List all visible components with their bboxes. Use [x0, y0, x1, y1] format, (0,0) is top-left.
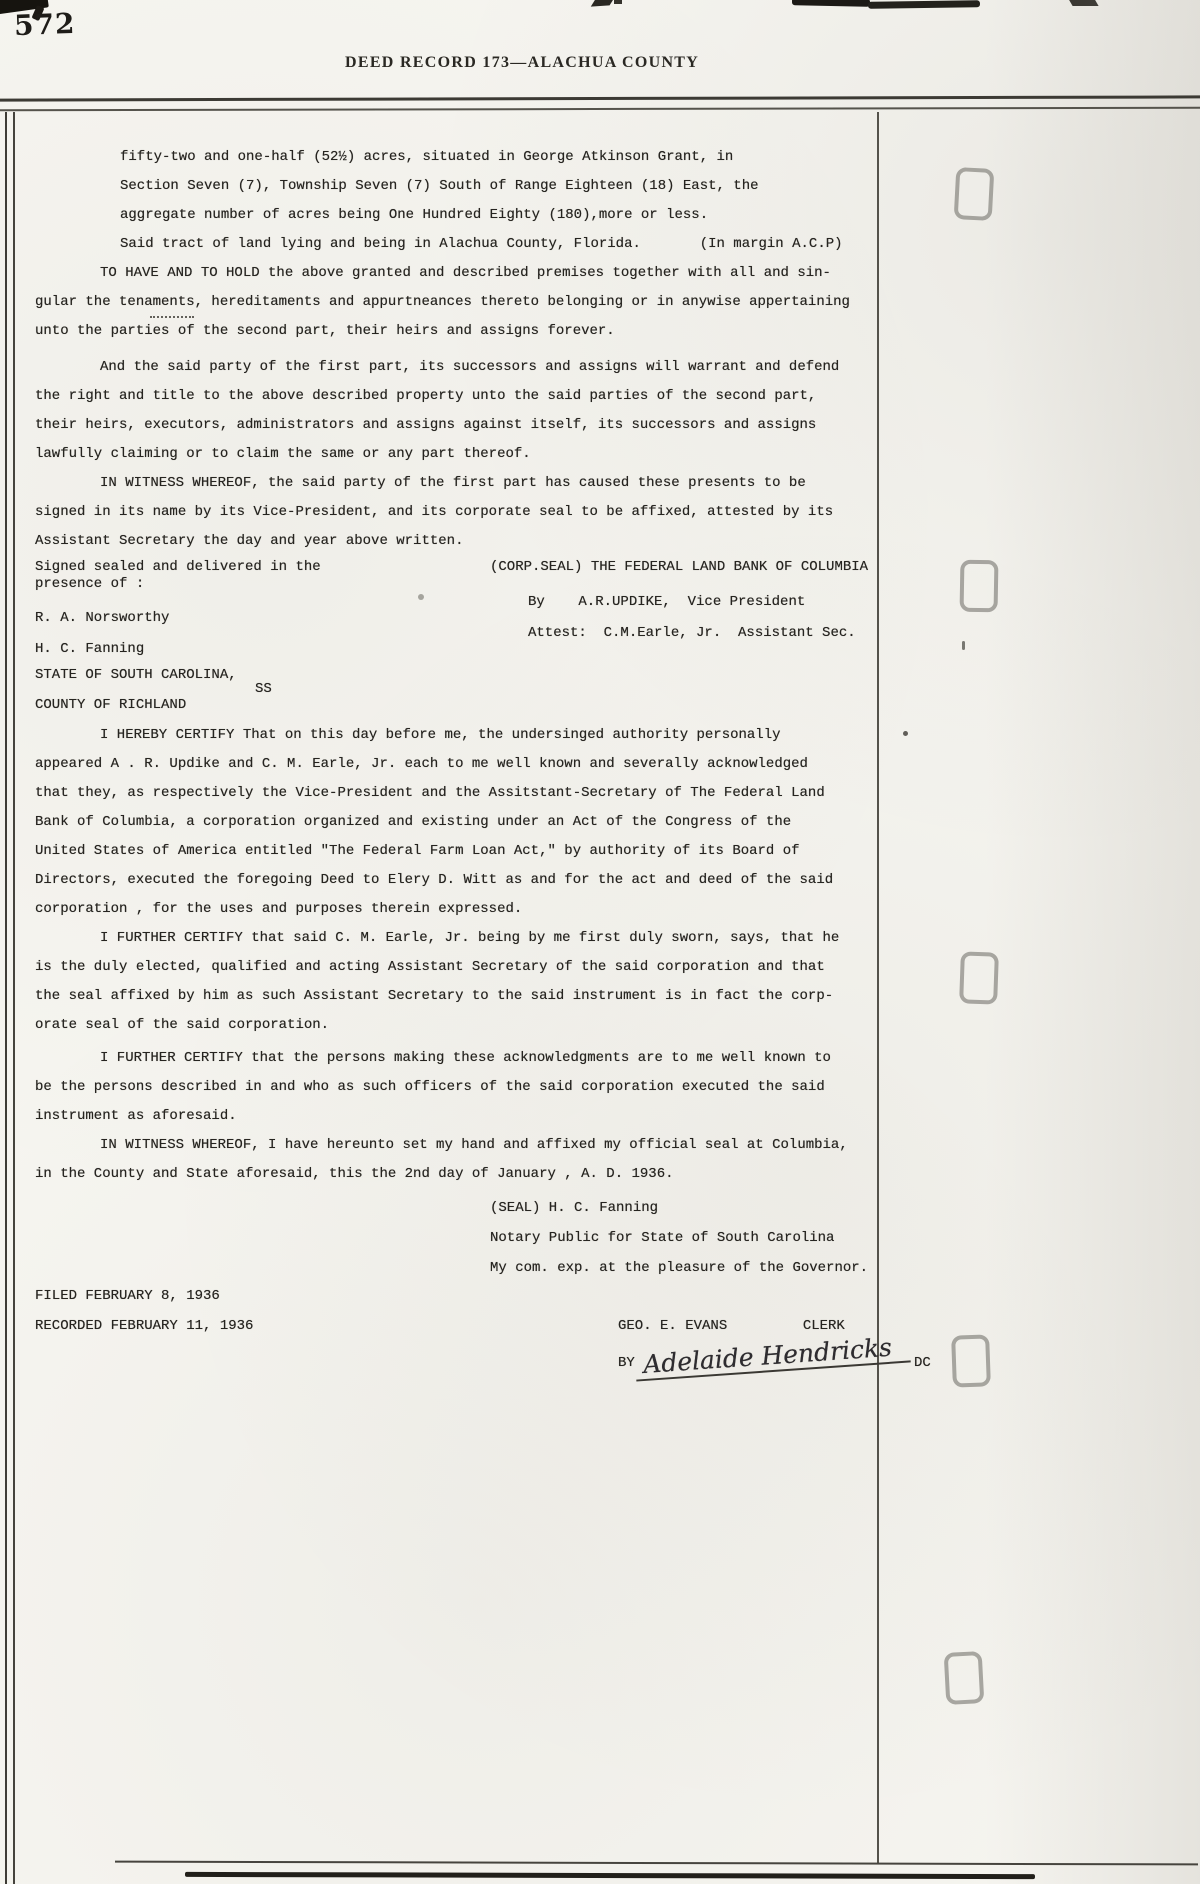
document-line — [0, 958, 1200, 987]
document-line — [0, 264, 1200, 293]
document-line — [0, 624, 1200, 640]
document-line-text: instrument as aforesaid. — [35, 1108, 237, 1124]
scan-artifact — [591, 0, 615, 7]
document-line — [0, 1136, 1200, 1165]
document-line-right-text: GEO. E. EVANS CLERK — [618, 1318, 845, 1334]
document-line-text: United States of America entitled "The Federal Farm Loan Act," by authority of its Board of — [35, 843, 800, 859]
document-line — [0, 148, 1200, 177]
document-line-right-text: (CORP.SEAL) THE FEDERAL LAND BANK OF COLUMBIA — [490, 559, 869, 575]
document-line-text: be the persons described in and who as such officers of the said corporation executed the said — [35, 1079, 825, 1095]
document-line — [0, 503, 1200, 532]
document-line — [0, 322, 1200, 358]
document-line — [0, 593, 1200, 609]
document-line-text: IN WITNESS WHEREOF, I have hereunto set my hand and affixed my official seal at Columbia, — [100, 1137, 848, 1153]
document-line-text: I FURTHER CERTIFY that said C. M. Earle, Jr. being by me first duly sworn, says, that he — [100, 930, 840, 946]
document-line-text: gular the tenaments, hereditaments and appurtneances thereto belonging or in anywise appertaining — [35, 294, 850, 310]
document-line-text: corporation , for the uses and purposes therein expressed. — [35, 901, 523, 917]
document-line — [0, 1259, 1200, 1287]
document-line — [0, 680, 1200, 696]
clerk-signature-handwriting: Adelaide Hendricks — [634, 1331, 911, 1381]
document-line — [0, 1107, 1200, 1136]
document-line-right-text: (SEAL) H. C. Fanning — [490, 1200, 659, 1216]
document-line-text: the seal affixed by him as such Assistant Secretary to the said instrument is in fact the corp- — [35, 988, 834, 1004]
punch-hole — [944, 1651, 985, 1705]
document-line-text: in the County and State aforesaid, this the 2nd day of January , A. D. 1936. — [35, 1166, 674, 1182]
document-line-text: IN WITNESS WHEREOF, the said party of the first part has caused these presents to be — [100, 475, 806, 491]
document-line-text: that they, as respectively the Vice-President and the Assitstant-Secretary of The Federal Land — [35, 785, 825, 801]
document-line — [0, 293, 1200, 322]
document-line — [0, 358, 1200, 387]
document-line-text: fifty-two and one-half (52½) acres, situated in George Atkinson Grant, in — [120, 149, 734, 165]
document-line-text: signed in its name by its Vice-President, and its corporate seal to be affixed, attested by its — [35, 504, 834, 520]
document-line — [0, 575, 1200, 593]
document-line — [0, 1229, 1200, 1259]
document-line-text: STATE OF SOUTH CAROLINA, — [35, 667, 237, 683]
bottom-scan-bar — [185, 1872, 1035, 1879]
document-line — [0, 755, 1200, 784]
document-line — [0, 532, 1200, 558]
document-line-text: Directors, executed the foregoing Deed to Elery D. Witt as and for the act and deed of the said — [35, 872, 834, 888]
document-line-text: TO HAVE AND TO HOLD the above granted and described premises together with all and sin- — [100, 265, 831, 281]
document-line-right-text: My com. exp. at the pleasure of the Governor. — [490, 1260, 869, 1276]
document-line-text: orate seal of the said corporation. — [35, 1017, 330, 1033]
document-line — [0, 235, 1200, 264]
document-line — [0, 726, 1200, 755]
document-line-text: Section Seven (7), Township Seven (7) South of Range Eighteen (18) East, the — [120, 178, 759, 194]
document-line — [0, 1287, 1200, 1317]
document-line — [0, 900, 1200, 929]
document-line — [0, 640, 1200, 666]
scan-artifact — [614, 0, 622, 4]
document-line-right-text: By A.R.UPDIKE, Vice President — [528, 594, 806, 610]
page-header: DEED RECORD 173—ALACHUA COUNTY — [345, 54, 700, 71]
document-line — [0, 206, 1200, 235]
document-line — [0, 1165, 1200, 1199]
document-line — [0, 177, 1200, 206]
document-line — [0, 666, 1200, 683]
document-line — [0, 842, 1200, 871]
document-line-text: RECORDED FEBRUARY 11, 1936 — [35, 1318, 254, 1334]
document-line-text: the right and title to the above described property unto the said parties of the second part, — [35, 388, 817, 404]
document-line — [0, 387, 1200, 416]
clerk-by-label: BY — [618, 1355, 635, 1371]
document-line-text: I HEREBY CERTIFY That on this day before me, the undersinged authority personally — [100, 727, 781, 743]
document-line-text: presence of : — [35, 576, 145, 592]
document-line-text: their heirs, executors, administrators and assigns against itself, its successors and assigns — [35, 417, 817, 433]
document-line — [0, 1199, 1200, 1229]
document-line-text: unto the parties of the second part, their heirs and assigns forever. — [35, 323, 615, 339]
document-line-text: FILED FEBRUARY 8, 1936 — [35, 1288, 220, 1304]
document-line-text: R. A. Norsworthy — [35, 610, 170, 626]
document-line-text: aggregate number of acres being One Hundred Eighty (180),more or less. — [120, 207, 709, 223]
document-line — [0, 784, 1200, 813]
document-line — [0, 416, 1200, 445]
document-line-text: appeared A . R. Updike and C. M. Earle, Jr. each to me well known and severally acknowledged — [35, 756, 808, 772]
document-line — [0, 445, 1200, 474]
document-line-text: SS — [255, 681, 272, 697]
document-line-text: I FURTHER CERTIFY that the persons making these acknowledgments are to me well known to — [100, 1050, 831, 1066]
document-line-right-text: Notary Public for State of South Carolina — [490, 1230, 835, 1246]
document-line — [0, 1317, 1200, 1347]
document-line-text: Bank of Columbia, a corporation organized and existing under an Act of the Congress of the — [35, 814, 792, 830]
scan-artifact — [868, 0, 980, 9]
document-line — [0, 696, 1200, 726]
document-line — [0, 1016, 1200, 1049]
document-line-text: lawfully claiming or to claim the same or any part thereof. — [35, 446, 531, 462]
document-line — [0, 474, 1200, 503]
document-line — [0, 609, 1200, 624]
document-line-text: And the said party of the first part, its successors and assigns will warrant and defend — [100, 359, 840, 375]
document-line-right-text: Attest: C.M.Earle, Jr. Assistant Sec. — [528, 625, 856, 641]
document-line — [0, 1049, 1200, 1078]
document-line-text: COUNTY OF RICHLAND — [35, 697, 187, 713]
document-body — [0, 148, 1200, 1347]
document-line — [0, 558, 1200, 575]
document-line — [0, 871, 1200, 900]
document-line-text: Assistant Secretary the day and year above written. — [35, 533, 464, 549]
document-line-text: is the duly elected, qualified and acting Assistant Secretary of the said corporation and that — [35, 959, 825, 975]
document-line — [0, 987, 1200, 1016]
document-line-text: H. C. Fanning — [35, 641, 145, 657]
clerk-signature-row — [618, 1332, 931, 1380]
document-line-text: Said tract of land lying and being in Alachua County, Florida. (In margin A.C.P) — [120, 236, 843, 252]
document-line — [0, 929, 1200, 958]
scan-artifact — [792, 0, 870, 7]
document-line-text: Signed sealed and delivered in the — [35, 559, 321, 575]
document-line — [0, 1078, 1200, 1107]
page-number: 572 — [13, 6, 77, 43]
clerk-dc-label: DC — [913, 1355, 931, 1371]
document-line — [0, 813, 1200, 842]
